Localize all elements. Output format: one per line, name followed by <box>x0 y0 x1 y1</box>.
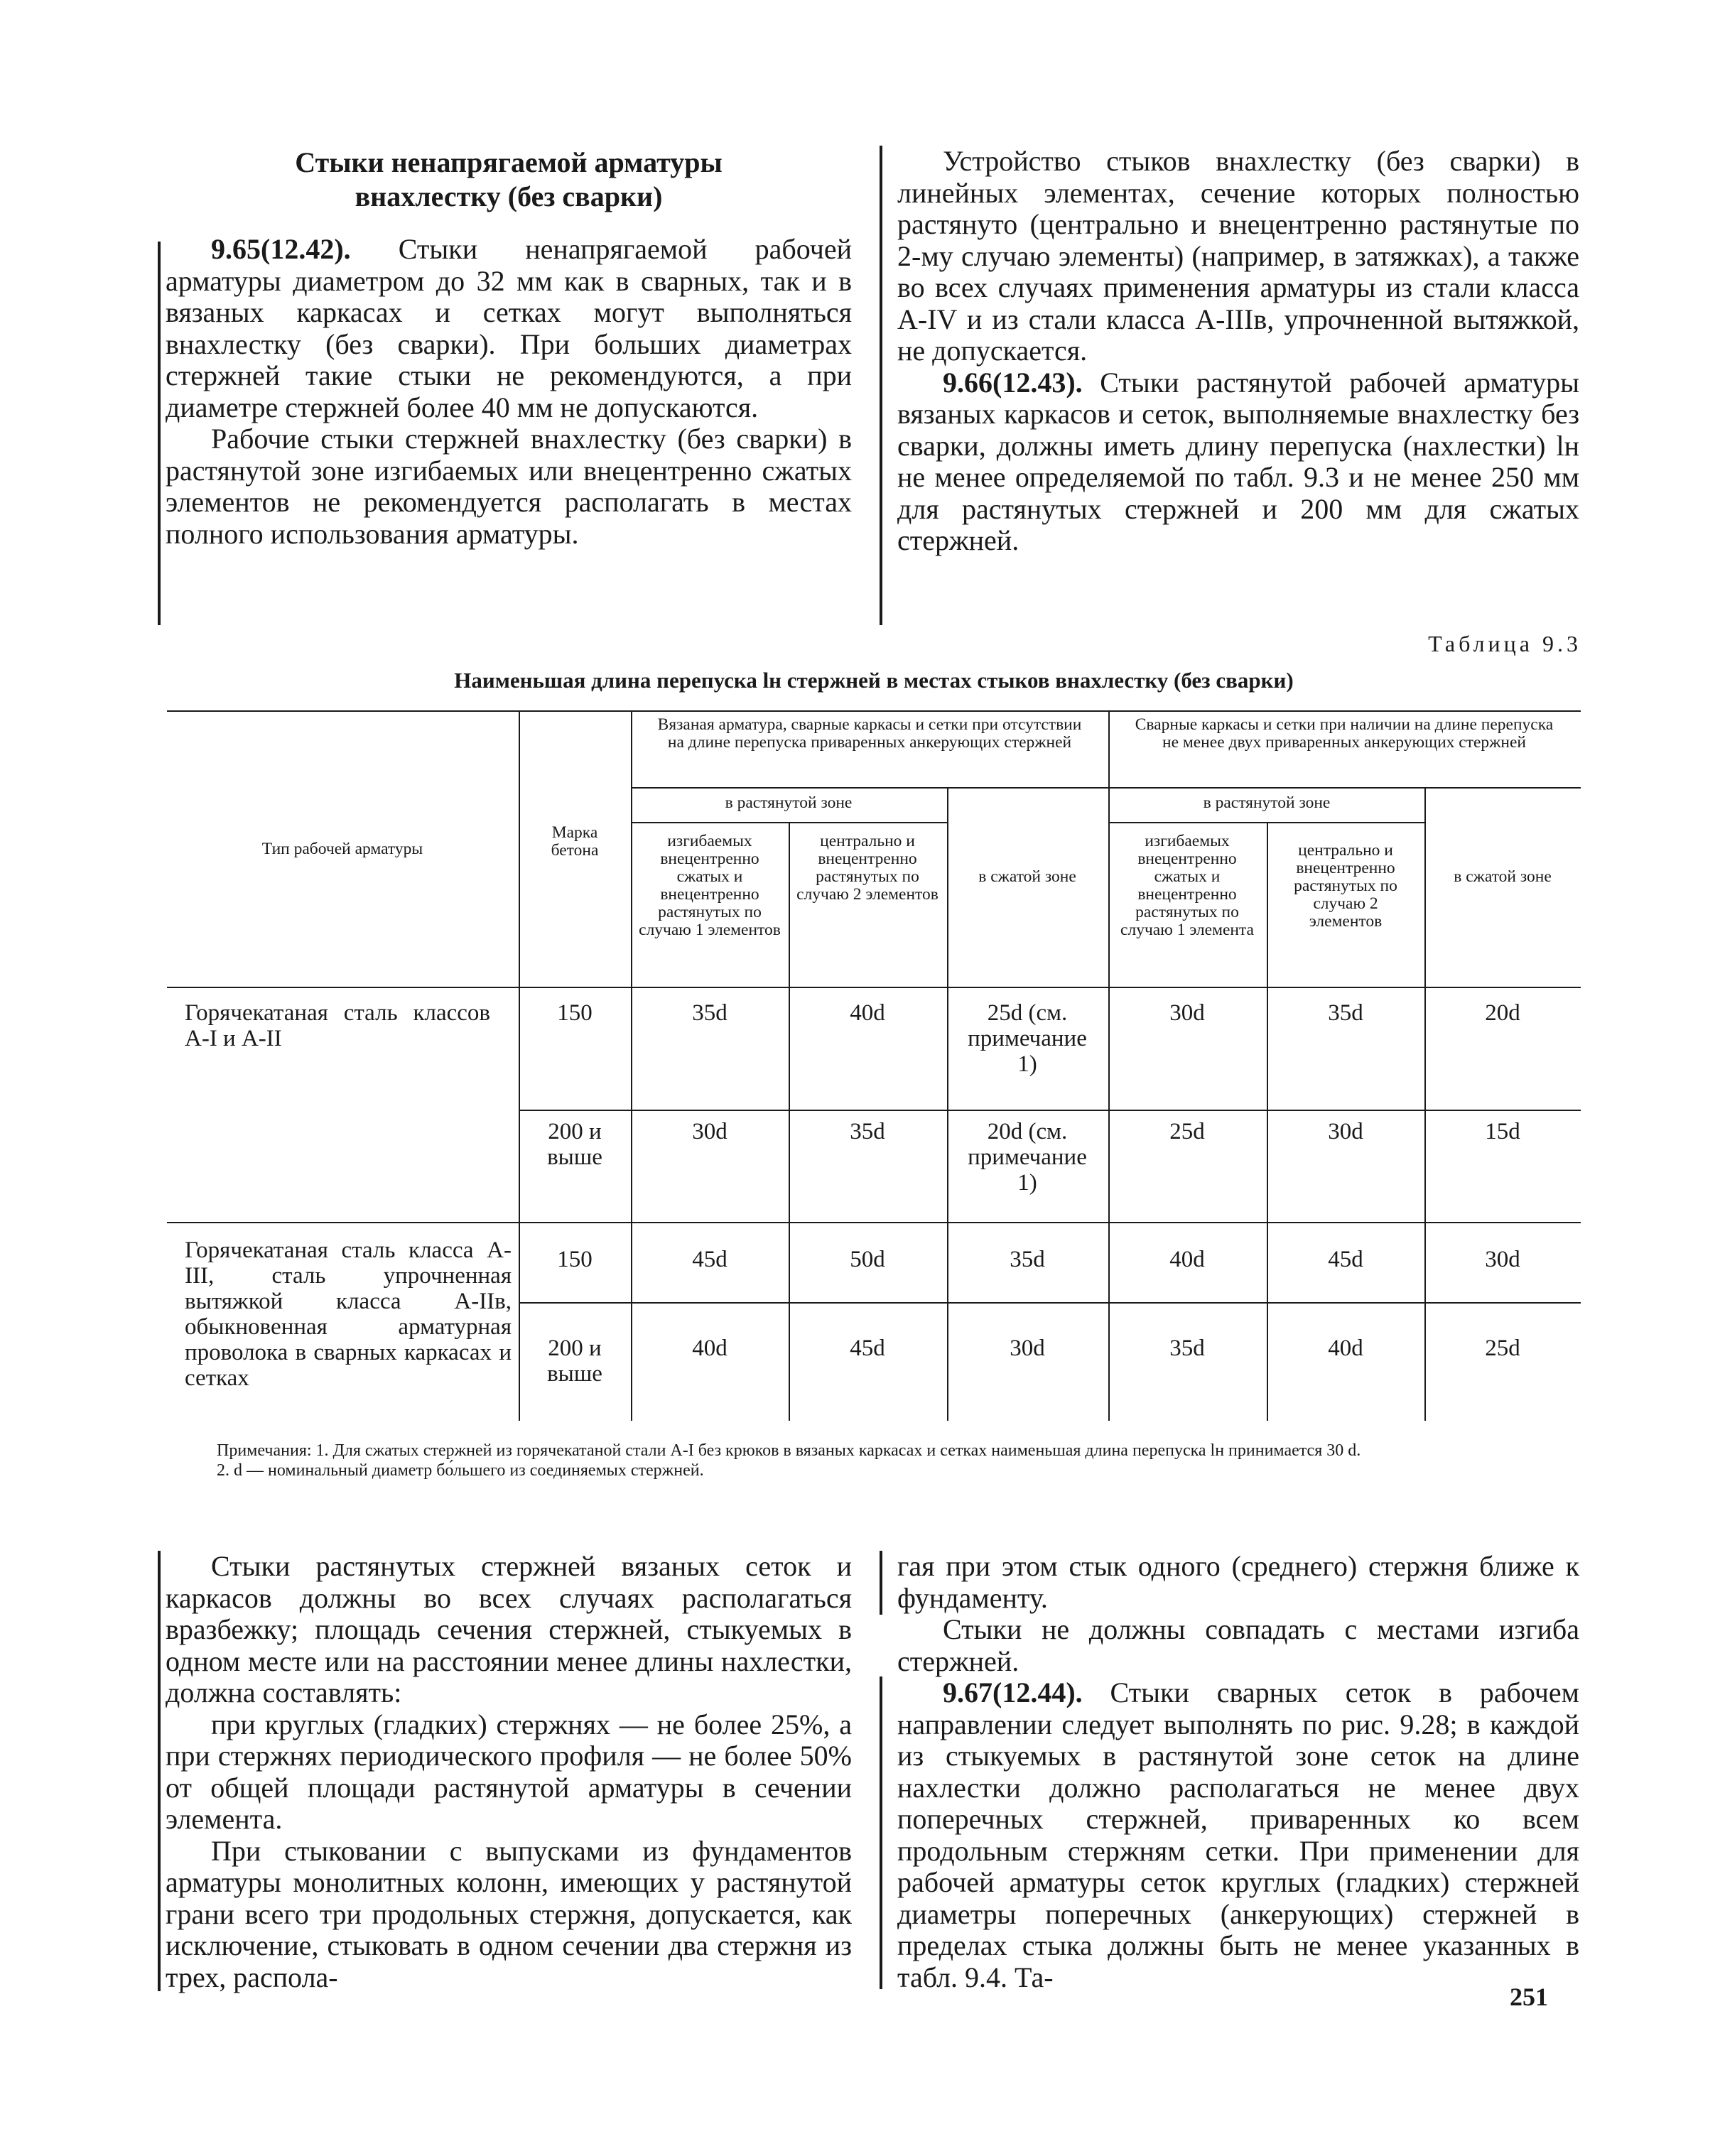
table-rule <box>519 710 520 1421</box>
change-bar <box>880 1551 882 1615</box>
right-bottom-column <box>897 1551 1579 1993</box>
table-cell: 40d <box>1328 1336 1363 1361</box>
paragraph-9-65: 9.65(12.42). Стыки ненапрягаемой рабочей арматуры диаметром до 32 мм как в сварных, так и в вязаных каркасах и сетках могут выполняться внахлестку (без сварки). При больших диаметрах стержней такие стыки не рекомендуются, а при диаметре стержней более 40 мм не допускаются. <box>166 233 852 423</box>
paragraph-lap-prohibited: Устройство стыков внахлестку (без сварки) в линейных элементах, сечение которых полностью растянуто (центрально и внецентренно растянутые по 2-му случаю элементы) (например, в затяжках), а также во всех случаях применения арматуры из стали класса A-IV и из стали класса A-IIIв, упрочненной вытяжкой, не допускается. <box>897 145 1579 367</box>
table-cell: 25d <box>1169 1119 1205 1144</box>
table-rule <box>519 1110 1581 1111</box>
table-cell: 50d <box>850 1247 885 1272</box>
paragraph-area-limits: при круглых (гладких) стержнях — не более 25%, а при стержнях периодического профиля — не более 50% от общей площади растянутой арматуры в сечении элемента. <box>166 1708 852 1835</box>
table-cell: 40d <box>692 1336 728 1361</box>
table-cell: 35d <box>850 1119 885 1144</box>
table-rule <box>947 787 948 1421</box>
clause-number: 9.65(12.42). <box>211 233 351 265</box>
header-compression-zone: в сжатой зоне <box>1454 867 1552 886</box>
clause-number: 9.67(12.44). <box>943 1676 1083 1708</box>
left-bottom-column <box>166 1551 852 1993</box>
table-rule <box>789 822 790 1421</box>
table-cell: 25d <box>1485 1336 1520 1361</box>
paragraph-staggered-joints: Стыки растянутых стержней вязаных сеток и каркасов должны во всех случаях располагаться вразбежку; площадь сечения стержней, стыкуемых в одном месте или на расстоянии менее длины нахлестки, должна составлять: <box>166 1550 852 1708</box>
table-cell: 35d <box>1169 1336 1205 1361</box>
header-tension-zone: в растянутой зоне <box>1203 793 1331 812</box>
change-bar <box>880 1676 882 1989</box>
table-rule <box>167 1222 1581 1223</box>
paragraph-9-67: 9.67(12.44). Стыки сварных сеток в рабочем направлении следует выполнять по рис. 9.28; в каждой из стыкуемых в растянутой зоне сеток на длине нахлестки должно располагаться не менее двух поперечных стержней, приваренных ко всем продольным стержням сетки. При применении для рабочей арматуры сеток круглых (гладких) стержней диаметры поперечных (анкерующих) стержней в пределах стыка должны быть не менее указанных в табл. 9.4. Та- <box>897 1676 1579 1993</box>
table-rule <box>631 787 1581 789</box>
table-rule <box>1108 710 1110 1421</box>
header-concrete-grade: Марка бетона <box>551 823 599 860</box>
header-g2-bending: изгибаемых внецентренно сжатых и внецентренно растянутых по случаю 1 элемента <box>1120 832 1254 939</box>
table-cell: 45d <box>1328 1247 1363 1272</box>
left-top-column <box>166 146 852 550</box>
table-rule <box>1424 787 1426 1421</box>
table-cell: 30d <box>692 1119 728 1144</box>
header-group-tied: Вязаная арматура, сварные каркасы и сетки при отсутствии на длине перепуска приваренных анкерующих стержней <box>657 715 1082 752</box>
table-cell: 30d <box>1010 1336 1045 1361</box>
header-compression-zone: в сжатой зоне <box>978 867 1076 886</box>
right-top-column <box>897 146 1579 557</box>
table-note-2: 2. d — номинальный диаметр бо́льшего из соединяемых стержней. <box>217 1461 704 1480</box>
paragraph-bend-locations: Стыки не должны совпадать с местами изгиба стержней. <box>897 1613 1579 1677</box>
table-cell-grade: 200 и выше <box>547 1119 602 1170</box>
table-cell: 15d <box>1485 1119 1520 1144</box>
paragraph-9-66: 9.66(12.43). Стыки растянутой рабочей арматуры вязаных каркасов и сеток, выполняемые внахлестку без сварки, должны иметь длину перепуска (нахлестки) lн не менее определяемой по табл. 9.3 и не менее 250 мм для растянутых стержней и 200 мм для сжатых стержней. <box>897 366 1579 556</box>
row-label-group-b: Горячекатаная сталь класса A-III, сталь упрочненная вытяжкой класса A-IIв, обыкновенная арматурная проволока в сварных каркасах и сетках <box>185 1237 512 1391</box>
table-cell: 20d (см. примечание 1) <box>968 1119 1087 1196</box>
change-bar <box>880 146 882 625</box>
table-cell: 35d <box>692 1000 728 1026</box>
table-rule <box>631 710 632 1421</box>
table-caption: Наименьшая длина перепуска lн стержней в местах стыков внахлестку (без сварки) <box>454 668 1294 693</box>
table-cell: 20d <box>1485 1000 1520 1026</box>
table-cell: 45d <box>692 1247 728 1272</box>
header-group-welded: Сварные каркасы и сетки при наличии на длине перепуска не менее двух приваренных анкерующих стержней <box>1135 715 1554 752</box>
table-note-1: Примечания: 1. Для сжатых стержней из горячекатаной стали A-I без крюков в вязаных каркасах и сетках наименьшая длина перепуска lн принимается 30 d. <box>217 1441 1361 1460</box>
table-notes <box>217 1441 1581 1480</box>
table-cell: 35d <box>1010 1247 1045 1272</box>
table-cell: 40d <box>850 1000 885 1026</box>
table-cell: 30d <box>1485 1247 1520 1272</box>
table-cell-grade: 200 и выше <box>547 1336 602 1387</box>
header-g1-bending: изгибаемых внецентренно сжатых и внецентренно растянутых по случаю 1 элементов <box>639 832 781 939</box>
table-cell: 40d <box>1169 1247 1205 1272</box>
table-cell: 35d <box>1328 1000 1363 1026</box>
table-cell-grade: 150 <box>557 1000 593 1026</box>
header-reinforcement-type: Тип рабочей арматуры <box>261 840 423 858</box>
table-cell: 30d <box>1169 1000 1205 1026</box>
table-cell: 45d <box>850 1336 885 1361</box>
change-bar <box>158 242 161 625</box>
table-cell: 25d (см. примечание 1) <box>968 1000 1087 1077</box>
table-cell: 30d <box>1328 1119 1363 1144</box>
header-tension-zone: в растянутой зоне <box>725 793 853 812</box>
table-cell-grade: 150 <box>557 1247 593 1272</box>
table-rule <box>1267 822 1268 1421</box>
table-number: Таблица 9.3 <box>1428 631 1581 656</box>
table-rule <box>167 710 1581 712</box>
clause-number: 9.66(12.43). <box>943 366 1083 399</box>
row-label-group-a: Горячекатаная сталь классов A-I и A-II <box>185 1000 490 1051</box>
change-bar <box>158 1551 161 1991</box>
page-number: 251 <box>1510 1983 1548 2011</box>
paragraph-foundation-joints: При стыковании с выпусками из фундаментов арматуры монолитных колонн, имеющих у растянутой грани всего три продольных стержня, допускается, как исключение, стыковать в одном сечении два стержня из трех, распола- <box>166 1834 852 1993</box>
header-g1-central: центрально и внецентренно растянутых по случаю 2 элементов <box>796 832 939 904</box>
header-g2-central: центрально и внецентренно растянутых по случаю 2 элементов <box>1294 841 1397 931</box>
paragraph-working-joints: Рабочие стыки стержней внахлестку (без сварки) в растянутой зоне изгибаемых или внецентренно сжатых элементов не рекомендуется располагать в местах полного использования арматуры. <box>166 423 852 550</box>
section-heading: Стыки ненапрягаемой арматуры внахлестку (без сварки) <box>295 146 723 212</box>
table-rule <box>519 1302 1581 1304</box>
paragraph-continuation: гая при этом стык одного (среднего) стержня ближе к фундаменту. <box>897 1550 1579 1614</box>
table-rule <box>167 987 1581 988</box>
